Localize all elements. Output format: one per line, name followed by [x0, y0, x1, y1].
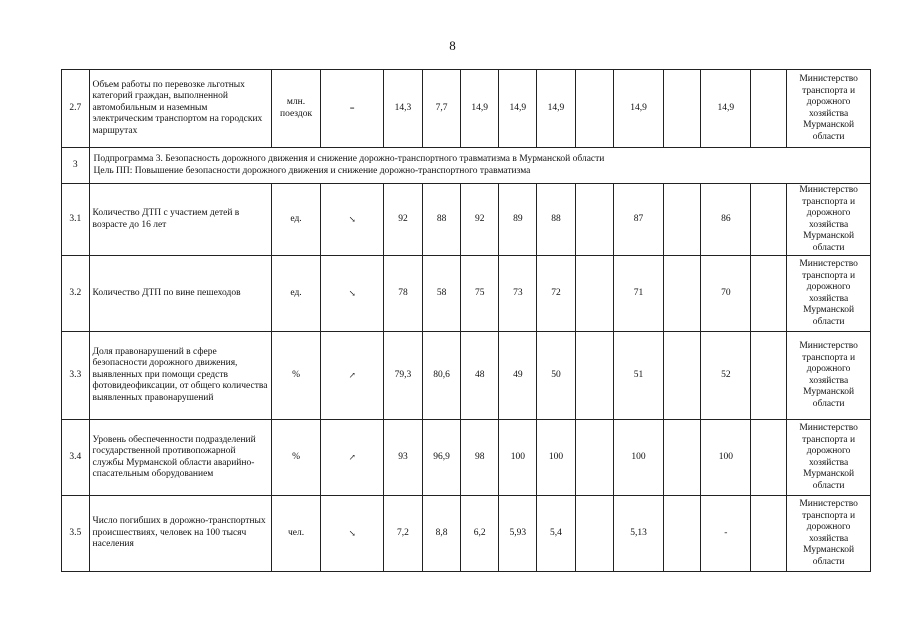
- value-cell: 7,7: [423, 70, 461, 148]
- indicator-name-cell: Уровень обеспеченности подразделений государственной противопожарной службы Мурманской области аварийно-спасательным оборудованием: [89, 420, 271, 496]
- responsible-cell: Министерство транспорта и дорожного хозяйства Мурманской области: [787, 256, 871, 332]
- value-cell: [751, 496, 787, 572]
- row-number-cell: 3.5: [62, 496, 90, 572]
- value-cell: [664, 184, 701, 256]
- value-cell: 51: [613, 332, 664, 420]
- value-cell: 50: [537, 332, 575, 420]
- table-row: [62, 420, 871, 496]
- value-cell: 14,9: [701, 70, 751, 148]
- value-cell: 86: [701, 184, 751, 256]
- row-number-cell: 3.3: [62, 332, 90, 420]
- table-row: [62, 256, 871, 332]
- subprogram-row: [62, 148, 871, 184]
- value-cell: 14,9: [537, 70, 575, 148]
- row-number-cell: 3: [62, 148, 90, 184]
- unit-cell: %: [271, 420, 321, 496]
- indicators-table: [61, 69, 871, 572]
- trend-cell: =: [321, 70, 383, 148]
- subprogram-goal: Цель ПП: Повышение безопасности дорожного движения и снижение дорожно-транспортного травматизма: [93, 165, 531, 176]
- table-row: [62, 70, 871, 148]
- value-cell: [751, 184, 787, 256]
- trend-cell: ↘: [321, 256, 383, 332]
- row-number-cell: 3.2: [62, 256, 90, 332]
- trend-cell: ↗: [321, 420, 383, 496]
- value-cell: 80,6: [423, 332, 461, 420]
- trend-cell: ↘: [321, 184, 383, 256]
- value-cell: [575, 332, 613, 420]
- value-cell: [664, 70, 701, 148]
- trend-cell: ↘: [321, 496, 383, 572]
- value-cell: [751, 256, 787, 332]
- value-cell: 14,9: [613, 70, 664, 148]
- value-cell: 5,13: [613, 496, 664, 572]
- subprogram-title: Подпрограмма 3. Безопасность дорожного движения и снижение дорожно-транспортного травматизма в Мурманской области: [93, 154, 605, 164]
- value-cell: 49: [499, 332, 537, 420]
- value-cell: 73: [499, 256, 537, 332]
- value-cell: 48: [461, 332, 499, 420]
- table-row: [62, 184, 871, 256]
- value-cell: [664, 496, 701, 572]
- trend-cell: ↗: [321, 332, 383, 420]
- value-cell: 8,8: [423, 496, 461, 572]
- value-cell: [751, 70, 787, 148]
- indicator-name-cell: Объем работы по перевозке льготных категорий граждан, выполненной автомобильным и наземным электрическим транспортом на городских маршрутах: [89, 70, 271, 148]
- value-cell: 100: [537, 420, 575, 496]
- table-row: [62, 332, 871, 420]
- unit-cell: чел.: [271, 496, 321, 572]
- value-cell: 89: [499, 184, 537, 256]
- value-cell: 14,3: [383, 70, 422, 148]
- value-cell: [575, 420, 613, 496]
- value-cell: [664, 420, 701, 496]
- value-cell: -: [701, 496, 751, 572]
- indicator-name-cell: Количество ДТП с участием детей в возрасте до 16 лет: [89, 184, 271, 256]
- value-cell: 100: [613, 420, 664, 496]
- indicator-name-cell: Количество ДТП по вине пешеходов: [89, 256, 271, 332]
- subprogram-cell: [89, 148, 870, 184]
- unit-cell: ед.: [271, 184, 321, 256]
- value-cell: 6,2: [461, 496, 499, 572]
- value-cell: 78: [383, 256, 422, 332]
- value-cell: 70: [701, 256, 751, 332]
- value-cell: 52: [701, 332, 751, 420]
- unit-cell: ед.: [271, 256, 321, 332]
- value-cell: [575, 256, 613, 332]
- value-cell: 14,9: [499, 70, 537, 148]
- value-cell: [575, 70, 613, 148]
- responsible-cell: Министерство транспорта и дорожного хозяйства Мурманской области: [787, 70, 871, 148]
- indicator-name-cell: Доля правонарушений в сфере безопасности дорожного движения, выявленных при помощи средств фотовидеофиксации, от общего количества выявленных правонарушений: [89, 332, 271, 420]
- indicator-name-cell: Число погибших в дорожно-транспортных происшествиях, человек на 100 тысяч населения: [89, 496, 271, 572]
- unit-cell: млн. поездок: [271, 70, 321, 148]
- value-cell: [664, 332, 701, 420]
- value-cell: [751, 332, 787, 420]
- value-cell: 93: [383, 420, 422, 496]
- value-cell: 14,9: [461, 70, 499, 148]
- row-number-cell: 2.7: [62, 70, 90, 148]
- responsible-cell: Министерство транспорта и дорожного хозяйства Мурманской области: [787, 496, 871, 572]
- page-number: 8: [449, 38, 456, 53]
- value-cell: 100: [499, 420, 537, 496]
- responsible-cell: Министерство транспорта и дорожного хозяйства Мурманской области: [787, 184, 871, 256]
- value-cell: 100: [701, 420, 751, 496]
- value-cell: 96,9: [423, 420, 461, 496]
- value-cell: 7,2: [383, 496, 422, 572]
- row-number-cell: 3.1: [62, 184, 90, 256]
- value-cell: [664, 256, 701, 332]
- responsible-cell: Министерство транспорта и дорожного хозяйства Мурманской области: [787, 420, 871, 496]
- value-cell: 58: [423, 256, 461, 332]
- value-cell: 87: [613, 184, 664, 256]
- value-cell: 79,3: [383, 332, 422, 420]
- value-cell: 5,4: [537, 496, 575, 572]
- value-cell: 88: [423, 184, 461, 256]
- value-cell: 92: [383, 184, 422, 256]
- value-cell: 75: [461, 256, 499, 332]
- value-cell: [575, 496, 613, 572]
- table-row: [62, 496, 871, 572]
- unit-cell: %: [271, 332, 321, 420]
- responsible-cell: Министерство транспорта и дорожного хозяйства Мурманской области: [787, 332, 871, 420]
- value-cell: [751, 420, 787, 496]
- value-cell: 98: [461, 420, 499, 496]
- value-cell: 5,93: [499, 496, 537, 572]
- row-number-cell: 3.4: [62, 420, 90, 496]
- value-cell: 88: [537, 184, 575, 256]
- value-cell: 71: [613, 256, 664, 332]
- value-cell: [575, 184, 613, 256]
- value-cell: 72: [537, 256, 575, 332]
- value-cell: 92: [461, 184, 499, 256]
